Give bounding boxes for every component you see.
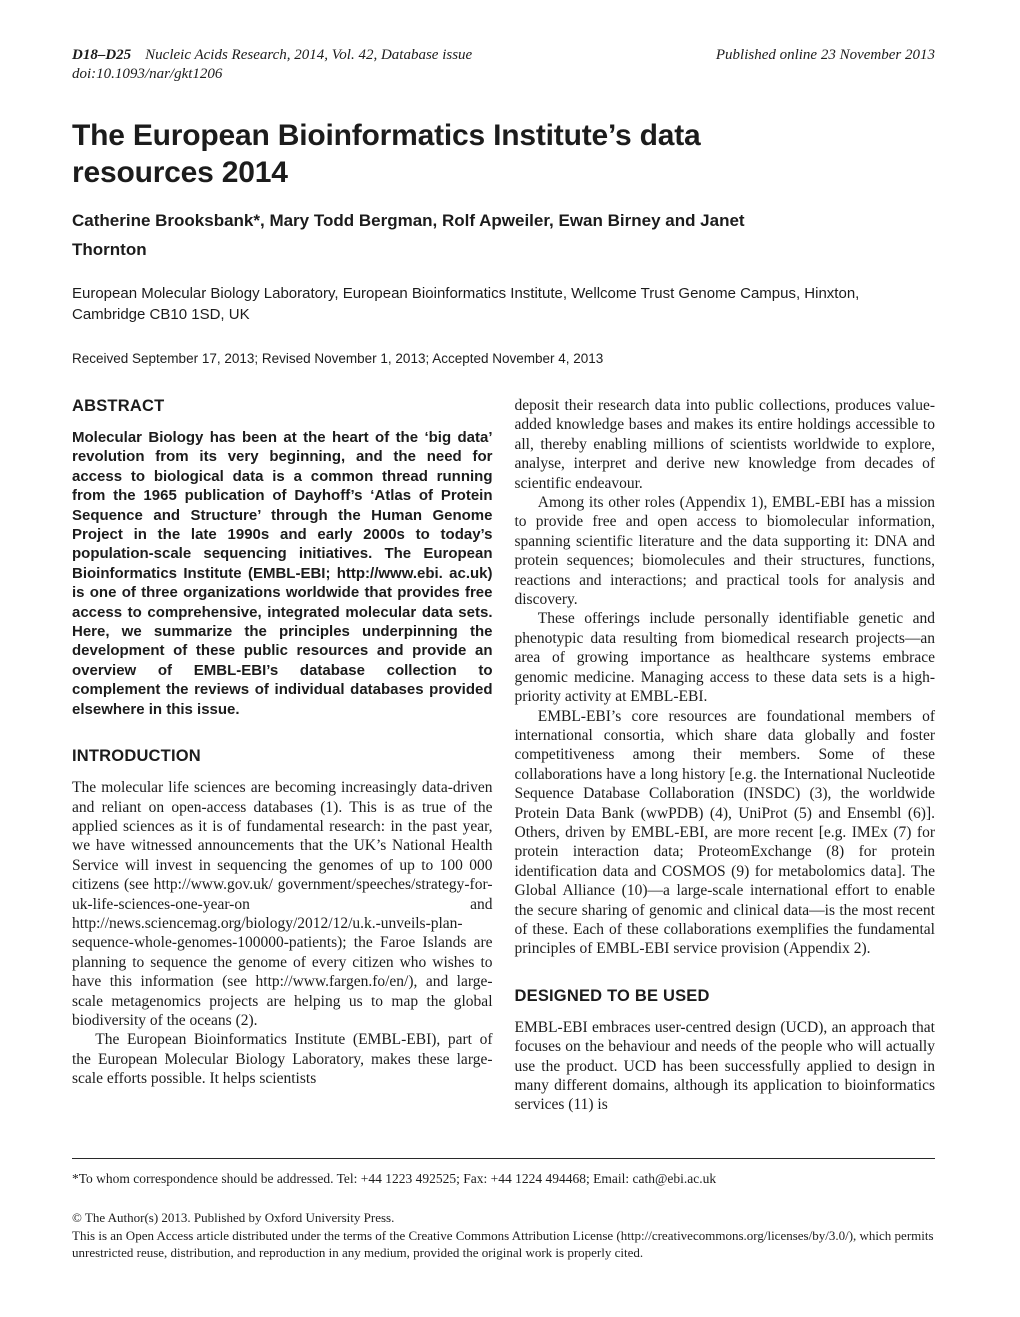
page-footer [72,1158,935,1262]
license-text: This is an Open Access article distributed under the terms of the Creative Commons Attribution License (http://creativecommons.org/licenses/by/3.0/), which permits unrestricted reuse, distribution, and reproduction in any medium, provided the original work is properly cited. [72,1227,934,1260]
right-column [515,396,936,1115]
authors-line: Catherine Brooksbank*, Mary Todd Bergman, Rolf Apweiler, Ewan Birney and Janet Thornton [72,211,745,259]
abstract-heading: ABSTRACT [72,397,165,415]
introduction-heading: INTRODUCTION [72,747,201,766]
affiliation: European Molecular Biology Laboratory, European Bioinformatics Institute, Wellcome Trust Genome Campus, Hinxton, Cambridge CB10 1SD, UK [72,285,860,323]
page-range: D18–D25 [72,47,132,63]
journal-name-issue: Nucleic Acids Research, 2014, Vol. 42, Database issue [145,47,473,63]
designed-heading: DESIGNED TO BE USED [514,986,710,1005]
intro-paragraph: The molecular life sciences are becoming increasingly data-driven and reliant on open-access databases (1). This is as true of the applied sciences as it is of fundamental research: in the past year, we have witnessed announcements that the UK’s National Health Service will invest in sequencing the genomes of up to 100 000 citizens (see http://www.gov.uk/ government/speeches/strategy-for-uk-life-sciences-one-year-on and http://news.sciencemag.org/biology/2012/12/u.k.-unveils-plan-sequence-whole-genomes-100000-patients); the Faroe Islands are planning to sequence the genome of every citizen who wishes to have this information (see http://www.fargen.fo/en/), and large-scale metagenomics projects are helping us to map the global biodiversity of the oceans (2). [72,779,493,1029]
abstract-text: Molecular Biology has been at the heart of the ‘big data’ revolution from its very beginning, and the need for access to biological data is a common thread running from the 1965 publication of Dayhoff’s ‘Atlas of Protein Sequence and Structure’ through the Human Genome Project in the late 1990s and early 2000s to today’s population-scale sequencing initiatives. The European Bioinformatics Institute (EMBL-EBI; http://www.ebi. ac.uk) is one of three organizations worldwide that provides free access to comprehensive, integrated molecular data sets. Here, we summarize the principles underpinning the development of these public resources and provide an overview of EMBL-EBI’s database collection to complement the reviews of individual databases provided elsewhere in this issue. [72,429,493,718]
body-paragraph: These offerings include personally identifiable genetic and phenotypic data resulting from biomedical research projects—an area of growing importance as healthcare systems embrace genomic medicine. Managing access to these data sets is a high-priority activity at EMBL-EBI. [514,610,935,706]
body-paragraph: deposit their research data into public collections, produces value-added knowledge bases and makes its entire holdings accessible to all, thereby enabling millions of scientists worldwide to explore, analyse, interpret and derive new knowledge from decades of scientific endeavour. [514,397,935,492]
article-body [72,396,935,1115]
paper-title: The European Bioinformatics Institute’s data resources 2014 [72,119,701,189]
correspondence-footnote: *To whom correspondence should be addressed. Tel: +44 1223 492525; Fax: +44 1224 494468; Email: cath@ebi.ac.uk [72,1171,717,1186]
body-paragraph: EMBL-EBI’s core resources are foundational members of international consortia, which share data globally and foster competitiveness among their members. Some of these collaborations have a long history [e.g. the International Nucleotide Sequence Database Collaboration (INSDC) (3), the worldwide Protein Data Bank (wwPDB) (4), UniProt (5) and Ensembl (6)]. Others, driven by EMBL-EBI, are more recent [e.g. IMEx (7) for protein interaction data; ProteomExchange (8) for protein identification data and COSMOS (9) for metabolomics data]. The Global Alliance (10)—a large-scale international effort to enable the secure sharing of genomic and clinical data—is the most recent of these. Each of these collaborations exemplifies the fundamental principles of EMBL-EBI service provision (Appendix 2). [514,707,935,958]
body-paragraph: EMBL-EBI embraces user-centred design (UCD), an approach that focuses on the behaviour and needs of the people who will actually use the product. UCD has been successfully applied to design in many different domains, although its application to bioinformatics services (11) is [514,1018,935,1114]
footnote-rule [72,1158,935,1159]
body-paragraph: Among its other roles (Appendix 1), EMBL-EBI has a mission to provide free and open access to biomolecular information, spanning scientific literature and the data supporting it: DNA and protein sequences; biomolecules and their structures, functions, reactions and interactions; and practical tools for analysis and discovery. [514,494,935,609]
journal-header [72,46,935,65]
copyright-line: © The Author(s) 2013. Published by Oxford University Press. [72,1210,395,1225]
left-column [72,396,493,1115]
journal-citation [72,46,472,65]
intro-paragraph: The European Bioinformatics Institute (EMBL-EBI), part of the European Molecular Biology Laboratory, makes these large-scale efforts possible. It helps scientists [72,1031,493,1088]
published-date: Published online 23 November 2013 [715,47,935,63]
received-dates: Received September 17, 2013; Revised November 1, 2013; Accepted November 4, 2013 [72,351,604,366]
doi: doi:10.1093/nar/gkt1206 [72,66,223,82]
